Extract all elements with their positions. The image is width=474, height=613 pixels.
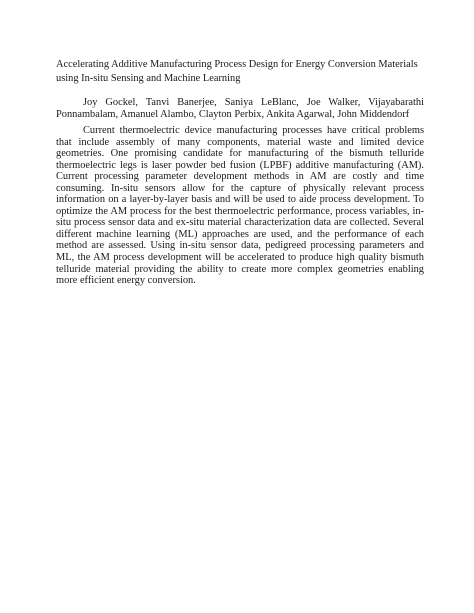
author-list: Joy Gockel, Tanvi Banerjee, Saniya LeBlanc, Joe Walker, Vijayabarathi Ponnambalam, Amanuel Alambo, Clayton Perbix, Ankita Agarwal, John Middendorf [56, 97, 424, 120]
document-title: Accelerating Additive Manufacturing Process Design for Energy Conversion Materials using In-situ Sensing and Machine Learning [56, 59, 418, 84]
abstract-paragraph: Current thermoelectric device manufacturing processes have critical problems that include assembly of many components, material waste and limited device geometries. One promising candidate for manufacturing of the bismuth telluride thermoelectric legs is laser powder bed fusion (LPBF) additive manufacturing (AM). Current processing parameter development methods in AM are costly and time consuming. In-situ sensors allow for the capture of physically relevant process information on a layer-by-layer basis and will be used to aide process development. To optimize the AM process for the best thermoelectric performance, process variables, in-situ process sensor data and ex-situ material characterization data are collected. Several different machine learning (ML) approaches are used, and the performance of each method are assessed. Using in-situ sensor data, pedigreed processing parameters and ML, the AM process development will be accelerated to produce high quality bismuth telluride material providing the ability to create more complex geometries enabling more efficient energy conversion. [56, 125, 424, 287]
